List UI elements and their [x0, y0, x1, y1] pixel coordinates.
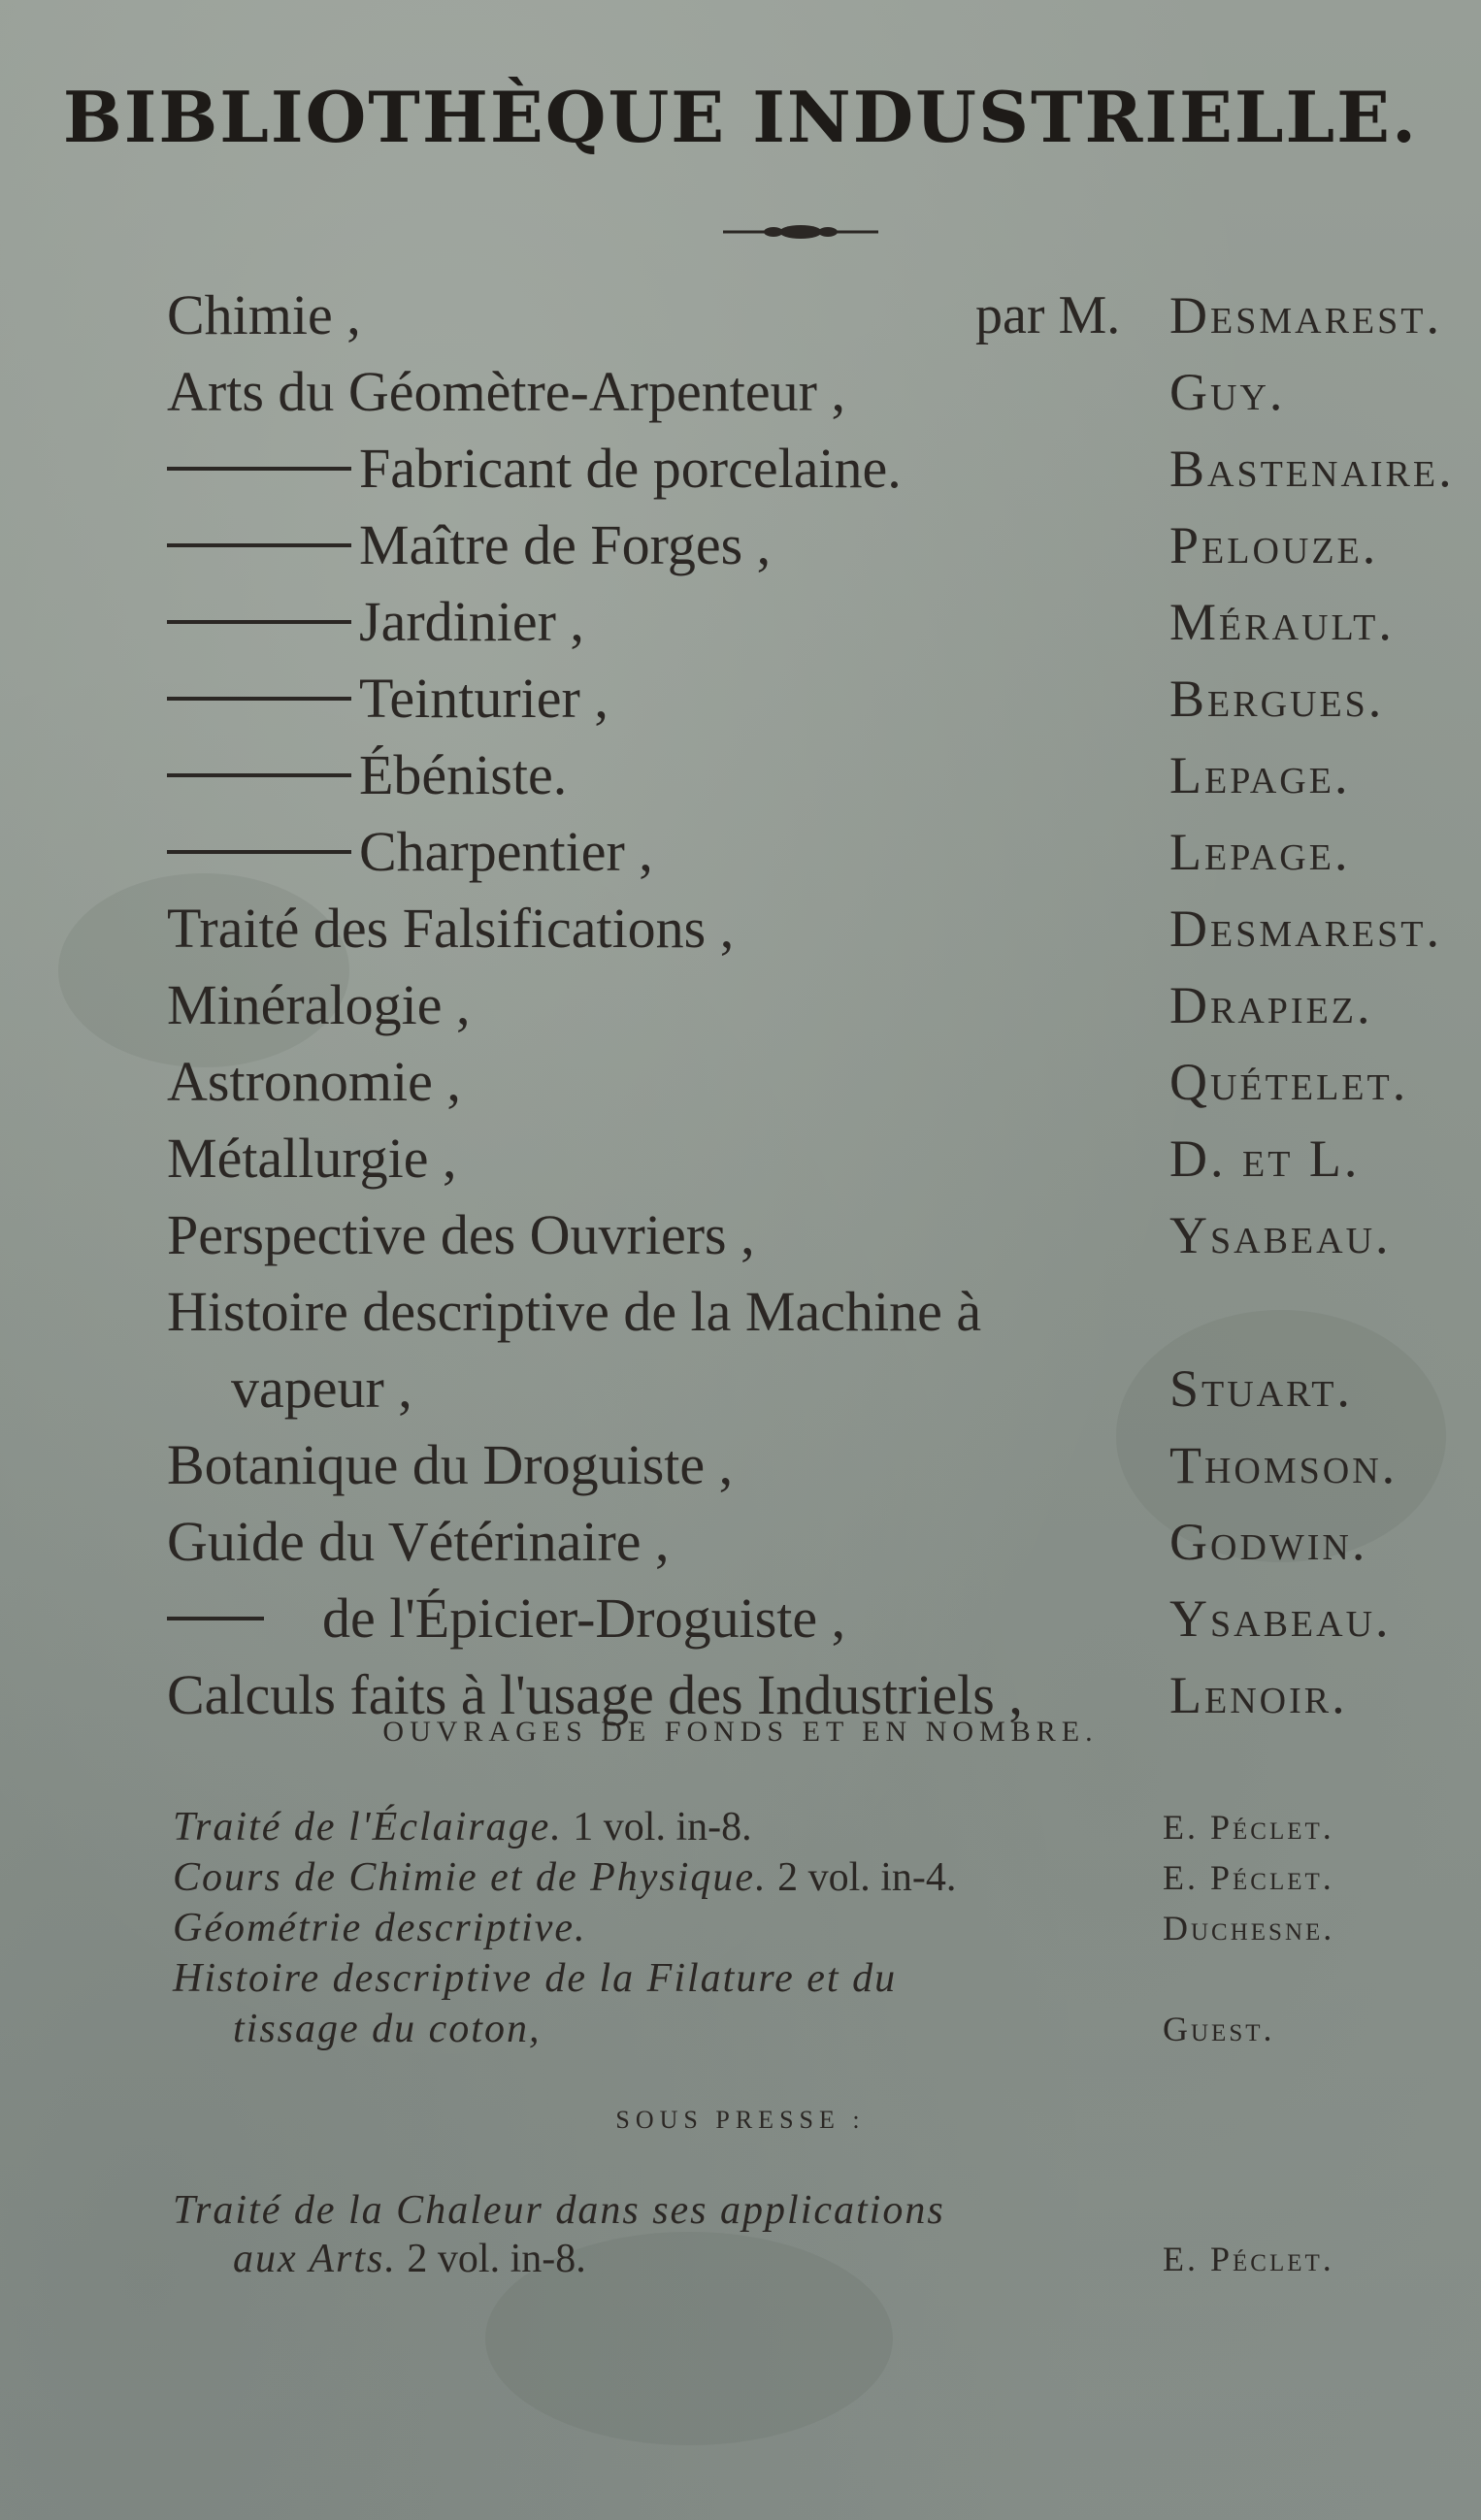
entry-author: Lepage.: [1169, 823, 1351, 881]
entry-title: [167, 430, 902, 507]
entry-title-text: Histoire descriptive de la Machine à: [167, 1280, 982, 1343]
ditto-dash: [167, 697, 351, 701]
catalogue-entry: [0, 1350, 1481, 1427]
ornament-divider: [723, 221, 878, 243]
book-title-line: [233, 2232, 586, 2286]
catalogue-entry: [0, 660, 1481, 737]
catalogue-entry: [0, 890, 1481, 967]
entry-author: Pelouze.: [1169, 516, 1379, 574]
entry-author: Ysabeau.: [1169, 1206, 1392, 1264]
entry-title: [167, 736, 567, 814]
catalogue-entry: [0, 507, 1481, 584]
fonds-entry: [0, 1800, 1481, 1854]
entry-title-text: Botanique du Droguiste ,: [167, 1433, 734, 1496]
book-title-line: [173, 1800, 752, 1854]
book-title: Traité de l'Éclairage.: [173, 1805, 563, 1849]
entry-title-text: Traité des Falsifications ,: [167, 897, 735, 960]
entry-title-text: Minéralogie ,: [167, 973, 471, 1036]
entry-author: Drapiez.: [1169, 976, 1373, 1034]
book-author: E. Péclet.: [1163, 1808, 1334, 1847]
catalogue-entry: [0, 353, 1481, 431]
book-author: E. Péclet.: [1163, 1858, 1334, 1897]
entry-title-text: Maître de Forges ,: [359, 513, 772, 576]
catalogue-entry: [0, 583, 1481, 661]
entry-title-text: vapeur ,: [231, 1357, 412, 1420]
ditto-dash: [167, 1617, 264, 1620]
book-author: E. Péclet.: [1163, 2240, 1334, 2278]
entry-author: Bergues.: [1169, 670, 1385, 728]
entry-title-text: Jardinier ,: [359, 590, 584, 653]
presse-entry: [0, 2183, 1481, 2238]
entry-author: Lenoir.: [1169, 1666, 1348, 1724]
entry-title-text: Teinturier ,: [359, 667, 609, 730]
ditto-dash: [167, 620, 351, 624]
book-format: 2 vol. in-4.: [767, 1855, 957, 1900]
book-title-line: [173, 1901, 587, 1955]
catalogue-entry: [0, 813, 1481, 891]
entry-author: Quételet.: [1169, 1053, 1409, 1111]
book-title: Traité de la Chaleur dans ses applications: [173, 2188, 945, 2233]
entry-title: [167, 353, 845, 431]
entry-title: [167, 1120, 457, 1197]
book-title: Histoire descriptive de la Filature et du: [173, 1956, 898, 2001]
entry-title-text: Calculs faits à l'usage des Industriels ,: [167, 1663, 1023, 1726]
entry-title: [167, 583, 584, 661]
fonds-entry: [0, 2002, 1481, 2056]
entry-title-text: Arts du Géomètre-Arpenteur ,: [167, 360, 845, 423]
book-title-line: [233, 2002, 541, 2056]
entry-prefix: par M.: [975, 285, 1121, 345]
fonds-heading: OUVRAGES DE FONDS ET EN NOMBRE.: [382, 1716, 1099, 1748]
entry-title: [167, 1426, 733, 1504]
entry-title: [167, 660, 609, 737]
entry-title: [167, 1196, 755, 1274]
entry-title-text: Métallurgie ,: [167, 1127, 457, 1190]
fonds-entry: [0, 1951, 1481, 2006]
catalogue-entry: [0, 1196, 1481, 1274]
fonds-entry: [0, 1850, 1481, 1905]
entry-title: [167, 1503, 670, 1581]
catalogue-entry: [0, 277, 1481, 354]
entry-author: Bastenaire.: [1169, 440, 1455, 498]
entry-title: [167, 966, 470, 1044]
entry-title-text: Ébéniste.: [359, 743, 568, 806]
entry-title: [167, 813, 653, 891]
ditto-dash: [167, 543, 351, 547]
entry-title: [167, 1273, 981, 1351]
book-title: aux Arts.: [233, 2237, 397, 2281]
entry-author: Lepage.: [1169, 746, 1351, 804]
catalogue-entry: [0, 430, 1481, 507]
entry-author: Godwin.: [1169, 1513, 1368, 1571]
presse-entry: [0, 2232, 1481, 2286]
entry-title: [167, 507, 771, 584]
entry-author: Thomson.: [1169, 1436, 1399, 1494]
entry-title: [167, 1043, 461, 1121]
book-format: 1 vol. in-8.: [562, 1805, 752, 1849]
entry-title-text: Fabricant de porcelaine.: [359, 437, 902, 500]
presse-heading: SOUS PRESSE :: [615, 2106, 866, 2134]
entry-author: Stuart.: [1169, 1359, 1353, 1418]
catalogue-entry: [0, 1273, 1481, 1351]
catalogue-entry: [0, 1503, 1481, 1581]
entry-title-text: de l'Épicier-Droguiste ,: [322, 1587, 846, 1650]
ditto-dash: [167, 850, 351, 854]
entry-title-text: Charpentier ,: [359, 820, 653, 883]
entry-title: [167, 277, 361, 354]
book-title: Géométrie descriptive.: [173, 1906, 587, 1950]
book-author: Duchesne.: [1163, 1909, 1335, 1947]
entry-title-text: Chimie ,: [167, 283, 361, 346]
entry-title: [231, 1350, 412, 1427]
book-author: Guest.: [1163, 2010, 1275, 2048]
catalogue-entry: [0, 1043, 1481, 1121]
entry-title: [167, 1580, 845, 1657]
catalogue-entry: [0, 1426, 1481, 1504]
entry-author: Guy.: [1169, 363, 1286, 421]
fonds-entry: [0, 1901, 1481, 1955]
book-title-line: [173, 1850, 956, 1905]
ditto-dash: [167, 773, 351, 777]
entry-author: Desmarest.: [1169, 286, 1442, 344]
book-title: Cours de Chimie et de Physique.: [173, 1855, 768, 1900]
catalogue-entry: [0, 966, 1481, 1044]
entry-author: Mérault.: [1169, 593, 1395, 651]
entry-title-text: Perspective des Ouvriers ,: [167, 1203, 755, 1266]
entry-author: Desmarest.: [1169, 900, 1442, 958]
catalogue-entry: [0, 736, 1481, 814]
book-title: tissage du coton,: [233, 2007, 542, 2051]
book-format: 2 vol. in-8.: [396, 2237, 586, 2281]
entry-author: D. et L.: [1169, 1129, 1361, 1188]
entry-author: Ysabeau.: [1169, 1589, 1392, 1648]
entry-title-text: Guide du Vétérinaire ,: [167, 1510, 670, 1573]
entry-title: [167, 890, 734, 967]
ditto-dash: [167, 467, 351, 471]
entry-title-text: Astronomie ,: [167, 1050, 461, 1113]
book-title-line: [173, 1951, 897, 2006]
book-title-line: [173, 2183, 945, 2238]
catalogue-entry: [0, 1580, 1481, 1657]
catalogue-entry: [0, 1120, 1481, 1197]
page-title: BIBLIOTHÈQUE INDUSTRIELLE.: [62, 76, 1419, 158]
